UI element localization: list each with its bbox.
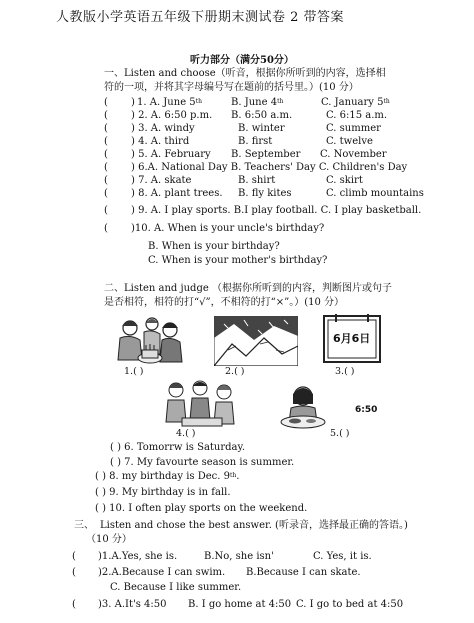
- section1-instruction-2: 符的一项，并将其字母编号写在题前的括号里。）(10 分）: [104, 82, 359, 93]
- option-b: B. winter: [238, 123, 285, 134]
- option-b: B. first: [238, 136, 273, 147]
- option-c: C. I go to bed at 4:50: [296, 599, 404, 610]
- picture-4-label: 4.( ): [176, 428, 196, 439]
- answer-paren: (: [104, 162, 108, 173]
- answer-paren: (: [104, 123, 108, 134]
- option-c: C. November: [320, 149, 387, 160]
- answer-paren: (: [72, 599, 76, 610]
- answer-paren: (: [104, 175, 108, 186]
- option-a: 1. A. June 5th: [137, 97, 202, 108]
- picture-1-label: 1.( ): [124, 366, 144, 377]
- page-title: 人教版小学英语五年级下册期末测试卷 2 带答案: [56, 10, 345, 25]
- option-c: C. twelve: [326, 136, 373, 147]
- answer-paren: (: [104, 136, 108, 147]
- option-c: C. January 5th: [321, 97, 390, 108]
- section3-number: 三、: [74, 520, 94, 531]
- section3-instruction-2: （10 分）: [86, 534, 132, 545]
- option-b: B.No, she isn': [204, 551, 274, 562]
- option-a: )3. A.It's 4:50: [98, 599, 167, 610]
- answer-paren: (: [104, 205, 108, 216]
- option-c: C. climb mountains: [326, 188, 424, 199]
- option-b: B. When is your birthday?: [148, 241, 280, 252]
- option-a: ) 4. A. third: [131, 136, 190, 147]
- family-birthday-illustration: [112, 314, 186, 368]
- people-playing-illustration: [162, 378, 242, 430]
- judge-question-9: ( ) 9. My birthday is in fall.: [95, 487, 231, 498]
- option-c: C. Because I like summer.: [110, 582, 242, 593]
- options: ) 6.A. National Day B. Teachers' Day C. Children's Day: [131, 162, 408, 173]
- answer-paren: (: [72, 567, 76, 578]
- option-b: B. I go home at 4:50: [188, 599, 292, 610]
- option-b: B. June 4th: [231, 97, 284, 108]
- section1-instruction-1: 一、Listen and choose（听音，根据你所听到的内容，选择相: [104, 68, 386, 79]
- answer-paren: (: [104, 223, 108, 234]
- judge-question-10: ( ) 10. I often play sports on the weekend.: [95, 503, 308, 514]
- picture-3-label: 3.( ): [335, 366, 355, 377]
- snowy-mountains-illustration: [214, 316, 298, 366]
- picture-2-label: 2.( ): [225, 366, 245, 377]
- option-b: B. fly kites: [238, 188, 292, 199]
- option-a: ) 5. A. February: [131, 149, 211, 160]
- option-c: C. skirt: [326, 175, 363, 186]
- option-b: B. September: [231, 149, 301, 160]
- listening-header: 听力部分（满分50分）: [190, 55, 294, 66]
- option-a: ) 2. A. 6:50 p.m.: [131, 110, 213, 121]
- option-a: )1.A.Yes, she is.: [98, 551, 178, 562]
- judge-question-6: ( ) 6. Tomorrw is Saturday.: [110, 442, 246, 453]
- picture-5-label: 5.( ): [330, 428, 350, 439]
- option-c: C. When is your mother's birthday?: [148, 255, 328, 266]
- answer-paren-close: ): [131, 97, 135, 108]
- answer-paren: (: [104, 149, 108, 160]
- options: ) 9. A. I play sports. B.I play football. C. I play basketball.: [131, 205, 422, 216]
- option-a: )2.A.Because I can swim.: [98, 567, 226, 578]
- answer-paren: (: [104, 188, 108, 199]
- clock-time-text: 6:50: [355, 405, 378, 415]
- judge-question-7: ( ) 7. My favourte season is summer.: [110, 457, 295, 468]
- answer-paren: (: [104, 110, 108, 121]
- option-a: ) 7. A. skate: [131, 175, 192, 186]
- calendar-date-text: 6月6日: [333, 332, 371, 345]
- option-c: C. Yes, it is.: [313, 551, 372, 562]
- girl-eating-illustration: [273, 382, 333, 430]
- section2-instruction-1: 二、Listen and judge （根据你所听到的内容，判断图片或句子: [104, 283, 392, 294]
- section3-instruction-1: Listen and chose the best answer. (听录音，选择最正确的答语。): [100, 520, 408, 531]
- option-b: B.Because I can skate.: [246, 567, 361, 578]
- answer-paren: (: [104, 97, 108, 108]
- option-b: B. 6:50 a.m.: [231, 110, 293, 121]
- option-c: C. 6:15 a.m.: [326, 110, 388, 121]
- option-a: ) 3. A. windy: [131, 123, 195, 134]
- option-c: C. summer: [326, 123, 381, 134]
- section2-instruction-2: 是否相符，相符的打“√”，不相符的打“×”。）(10 分）: [104, 297, 345, 308]
- answer-paren: (: [72, 551, 76, 562]
- option-b: B. shirt: [238, 175, 276, 186]
- judge-question-8: ( ) 8. my birthday is Dec. 9th.: [95, 471, 240, 482]
- option-a: ) 8. A. plant trees.: [131, 188, 223, 199]
- option-a: )10. A. When is your uncle's birthday?: [131, 223, 325, 234]
